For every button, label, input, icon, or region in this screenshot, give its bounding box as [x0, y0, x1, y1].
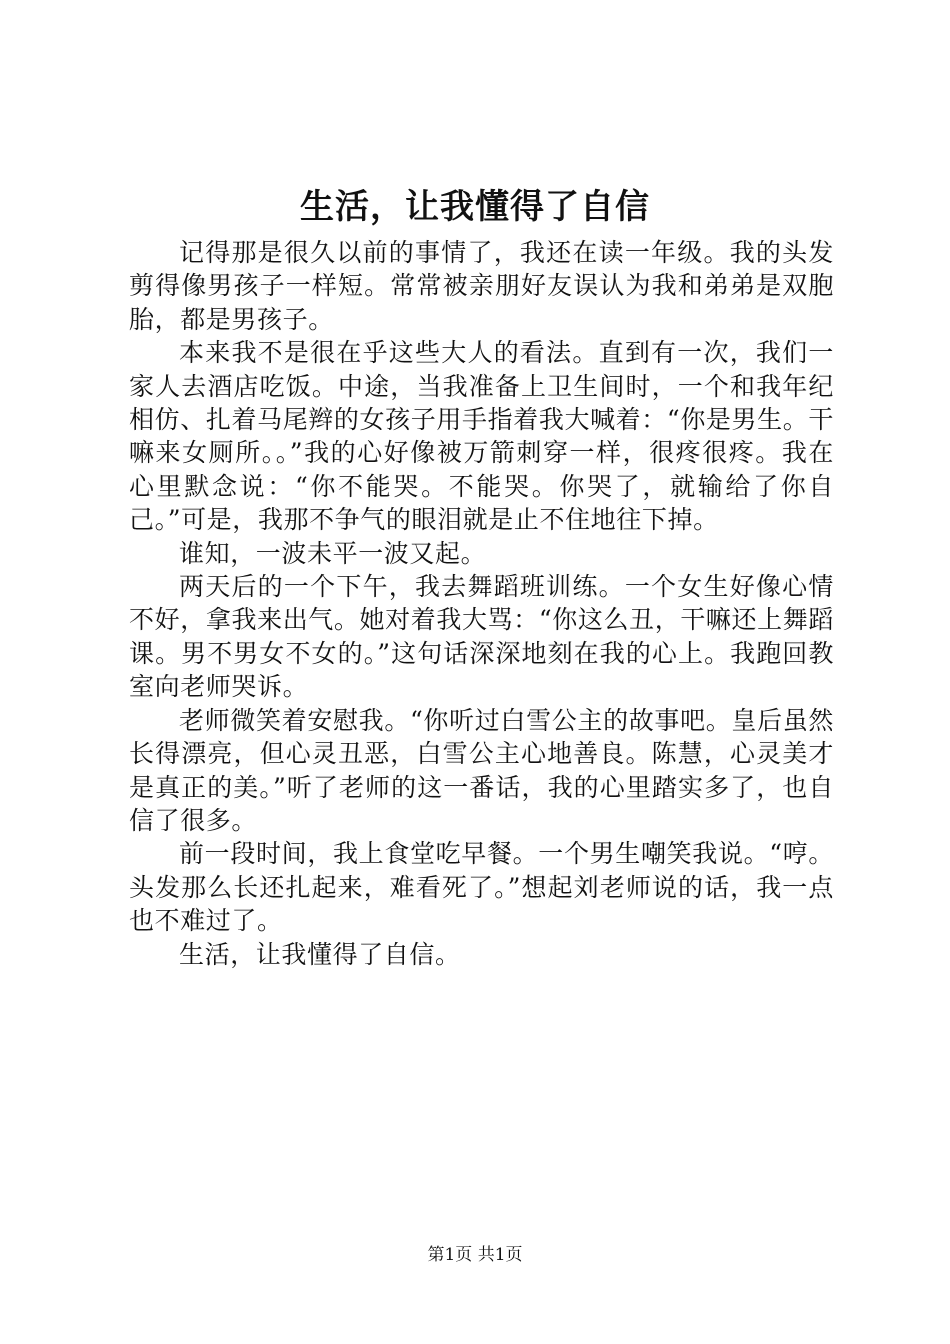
paragraph: 老师微笑着安慰我。“你听过白雪公主的故事吧。皇后虽然长得漂亮，但心灵丑恶，白雪公主心地善良。陈慧，心灵美才是真正的美。”听了老师的这一番话，我的心里踏实多了，也自信了很多。 [129, 705, 834, 835]
paragraph: 记得那是很久以前的事情了，我还在读一年级。我的头发剪得像男孩子一样短。常常被亲朋好友误认为我和弟弟是双胞胎，都是男孩子。 [129, 238, 834, 334]
paragraph: 两天后的一个下午，我去舞蹈班训练。一个女生好像心情不好，拿我来出气。她对着我大骂：“你这么丑，干嘛还上舞蹈课。男不男女不女的。”这句话深深地刻在我的心上。我跑回教室向老师哭诉。 [129, 572, 834, 702]
document-title: 生活，让我懂得了自信 [300, 187, 650, 227]
page-number-footer: 第1页 共1页 [427, 1245, 523, 1265]
document-body [129, 236, 834, 971]
paragraph: 本来我不是很在乎这些大人的看法。直到有一次，我们一家人去酒店吃饭。中途，当我准备上卫生间时，一个和我年纪相仿、扎着马尾辫的女孩子用手指着我大喊着：“你是男生。干嘛来女厕所。。”我的心好像被万箭刺穿一样，很疼很疼。我在心里默念说：“你不能哭。不能哭。你哭了，就输给了你自己。”可是，我那不争气的眼泪就是止不住地往下掉。 [129, 338, 834, 535]
paragraph: 前一段时间，我上食堂吃早餐。一个男生嘲笑我说。“哼。头发那么长还扎起来，难看死了。”想起刘老师说的话，我一点也不难过了。 [129, 839, 834, 936]
paragraph: 生活，让我懂得了自信。 [179, 939, 461, 969]
paragraph: 谁知，一波未平一波又起。 [179, 538, 487, 568]
